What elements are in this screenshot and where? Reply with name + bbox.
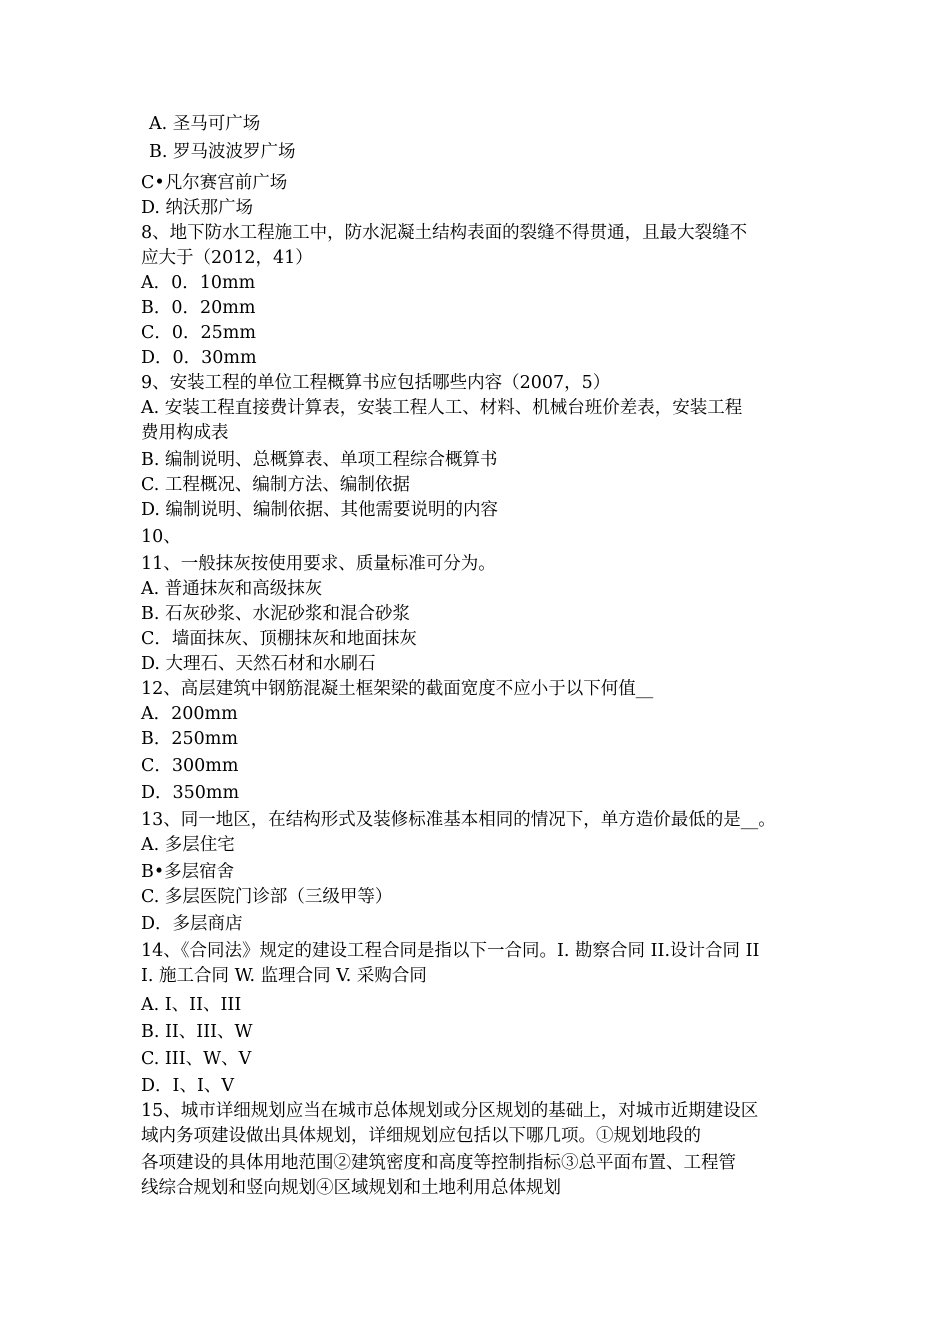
option-line: D．I、I、V: [141, 1076, 234, 1096]
option-line: C. 工程概况、编制方法、编制依据: [141, 475, 410, 495]
question-line: 各项建设的具体用地范围②建筑密度和高度等控制指标③总平面布置、工程管: [141, 1153, 736, 1173]
option-line: D．0．30mm: [141, 348, 257, 368]
option-line: B. 编制说明、总概算表、单项工程综合概算书: [141, 450, 498, 470]
option-line: B. 石灰砂浆、水泥砂浆和混合砂浆: [141, 604, 410, 624]
question-line: 13、同一地区，在结构形式及装修标准基本相同的情况下，单方造价最低的是__。: [141, 810, 776, 830]
option-line: A. 多层住宅: [141, 835, 235, 855]
option-line: C．墙面抹灰、顶棚抹灰和地面抹灰: [141, 629, 417, 649]
option-line: D．多层商店: [141, 914, 243, 934]
option-line: C. 多层医院门诊部（三级甲等）: [141, 887, 393, 907]
option-line: B. 罗马波波罗广场: [149, 142, 296, 162]
question-line: 11、一般抹灰按使用要求、质量标准可分为。: [141, 554, 496, 574]
question-line: 14、《合同法》规定的建设工程合同是指以下一合同。I. 勘察合同 II.设计合同 II: [141, 941, 760, 961]
question-line: 8、地下防水工程施工中，防水泥凝土结构表面的裂缝不得贯通，且最大裂缝不: [141, 223, 748, 243]
option-line: A．0．10mm: [141, 273, 256, 293]
option-line: D. 编制说明、编制依据、其他需要说明的内容: [141, 500, 499, 520]
option-line: D．350mm: [141, 783, 240, 803]
question-line: 线综合规划和竖向规划④区域规划和土地利用总体规划: [141, 1178, 561, 1198]
option-line: C．300mm: [141, 756, 239, 776]
question-line: 域内务项建设做出具体规划，详细规划应包括以下哪几项。①规划地段的: [141, 1126, 701, 1146]
option-line: B．250mm: [141, 729, 238, 749]
option-line: C. III、W、V: [141, 1049, 252, 1069]
option-line: B．0．20mm: [141, 298, 256, 318]
question-line: 15、城市详细规划应当在城市总体规划或分区规划的基础上，对城市近期建设区: [141, 1101, 759, 1121]
option-line: A．200mm: [141, 704, 238, 724]
option-line: B. II、III、W: [141, 1022, 253, 1042]
question-line: 9、安装工程的单位工程概算书应包括哪些内容（2007，5）: [141, 373, 611, 393]
option-line: A. 安装工程直接费计算表，安装工程人工、材料、机械台班价差表，安装工程: [141, 398, 743, 418]
option-line: B•多层宿舍: [141, 862, 235, 882]
question-line: I. 施工合同 W. 监理合同 V. 采购合同: [141, 966, 427, 986]
option-line: A. 普通抹灰和高级抹灰: [141, 579, 323, 599]
option-line: A. I、II、III: [141, 995, 242, 1015]
question-line: 12、高层建筑中钢筋混凝土框架梁的截面宽度不应小于以下何值__: [141, 679, 654, 699]
question-line: 10、: [141, 527, 181, 547]
option-line: C•凡尔赛宫前广场: [141, 173, 288, 193]
question-line: 应大于（2012，41）: [141, 248, 313, 268]
option-line: D. 大理石、天然石材和水刷石: [141, 654, 376, 674]
option-line: C．0．25mm: [141, 323, 256, 343]
option-line: D. 纳沃那广场: [141, 198, 254, 218]
option-line: 费用构成表: [141, 423, 229, 443]
option-line: A. 圣马可广场: [149, 114, 261, 134]
